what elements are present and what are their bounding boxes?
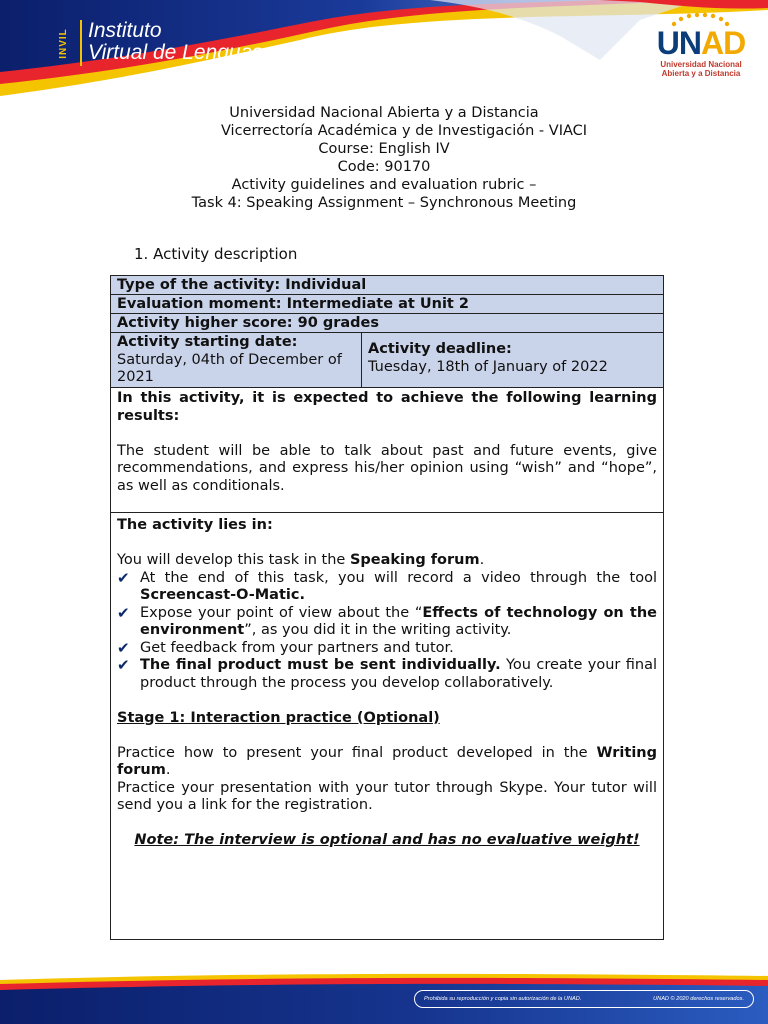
logo-ad: AD (701, 25, 746, 61)
intro-paragraph: You will develop this task in the Speaking forum. (117, 552, 485, 568)
logo-sub-1: Universidad Nacional (660, 60, 742, 69)
start-date-cell (111, 333, 362, 387)
checkmark-icon: ✔ (117, 603, 130, 622)
optional-note: Note: The interview is optional and has no evaluative weight! (134, 832, 640, 848)
brand-line-2: Virtual de Lenguas (88, 41, 263, 64)
brand-divider (80, 20, 82, 66)
speaking-forum: Speaking forum (349, 552, 480, 568)
practice-skype-paragraph: Practice your presentation with your tutor through Skype. Your tutor will send you a link for the registration. (117, 779, 657, 813)
activity-type: Type of the activity: Individual (111, 276, 663, 295)
learning-results-cell (111, 388, 663, 513)
course-code: Code: 90170 (337, 159, 431, 175)
logo-sub-2: Abierta y a Distancia (661, 69, 741, 78)
vice-rectory: Vicerrectoría Académica y de Investigación - VIACI (220, 123, 588, 139)
footer-copyright-box (414, 990, 754, 1008)
activity-details-cell (111, 513, 663, 939)
footer-right-text: UNAD © 2020 derechos reservados. (653, 996, 744, 1002)
course-name: Course: English IV (318, 141, 450, 157)
task-checklist (117, 570, 657, 693)
writing-forum: Writing forum (117, 744, 657, 778)
checkmark-icon: ✔ (117, 568, 130, 587)
stage-1-heading: Stage 1: Interaction practice (Optional) (117, 709, 440, 726)
deadline-label: Activity deadline: (368, 341, 512, 357)
invil-brand (57, 19, 263, 68)
learning-results-text: The student will be able to talk about past and future events, give recommendations, and express his/her opinion using “wish” and “hope”, as well as conditionals. (117, 442, 657, 494)
document-titles (100, 104, 668, 212)
checkmark-icon: ✔ (117, 656, 130, 674)
header-banner (0, 0, 768, 100)
start-date-label: Activity starting date: (117, 334, 298, 350)
logo-un: UN (656, 25, 701, 61)
checklist-item: ✔ Get feedback from your partners and tutor. (117, 638, 454, 657)
dates-row (111, 333, 663, 388)
checklist-item: ✔ At the end of this task, you will record a video through the tool Screencast-O-Matic. (117, 568, 657, 603)
activity-table (110, 275, 664, 940)
university-name: Universidad Nacional Abierta y a Distancia (229, 105, 539, 121)
practice-paragraph: Practice how to present your final product developed in the Writing forum. (117, 744, 657, 778)
checklist-item: ✔ Expose your point of view about the “Effects of technology on the environment”, as you did it in the writing activity. (117, 603, 657, 638)
section-heading: 1. Activity description (134, 245, 298, 263)
learning-results-heading: In this activity, it is expected to achieve the following learning results: (117, 390, 657, 424)
unad-logo (656, 14, 746, 78)
checkmark-icon: ✔ (117, 638, 130, 657)
deadline-value: Tuesday, 18th of January of 2022 (368, 358, 608, 375)
deadline-cell (362, 333, 663, 387)
brand-line-1: Instituto (88, 19, 162, 42)
activity-lies-heading: The activity lies in: (117, 517, 273, 533)
task-title: Task 4: Speaking Assignment – Synchronous Meeting (191, 195, 577, 211)
checklist-item: ✔ The final product must be sent individually. You create your final product through the process you develop collaboratively. (117, 656, 657, 691)
start-date-value: Saturday, 04th of December of 2021 (117, 351, 342, 385)
guidelines-title: Activity guidelines and evaluation rubric – (231, 177, 537, 193)
evaluation-moment: Evaluation moment: Intermediate at Unit 2 (111, 295, 663, 314)
footer-left-text: Prohibida su reproducción y copia sin autorización de la UNAD. (424, 996, 582, 1002)
higher-score: Activity higher score: 90 grades (111, 314, 663, 333)
brand-tag: INVIL (57, 28, 69, 59)
